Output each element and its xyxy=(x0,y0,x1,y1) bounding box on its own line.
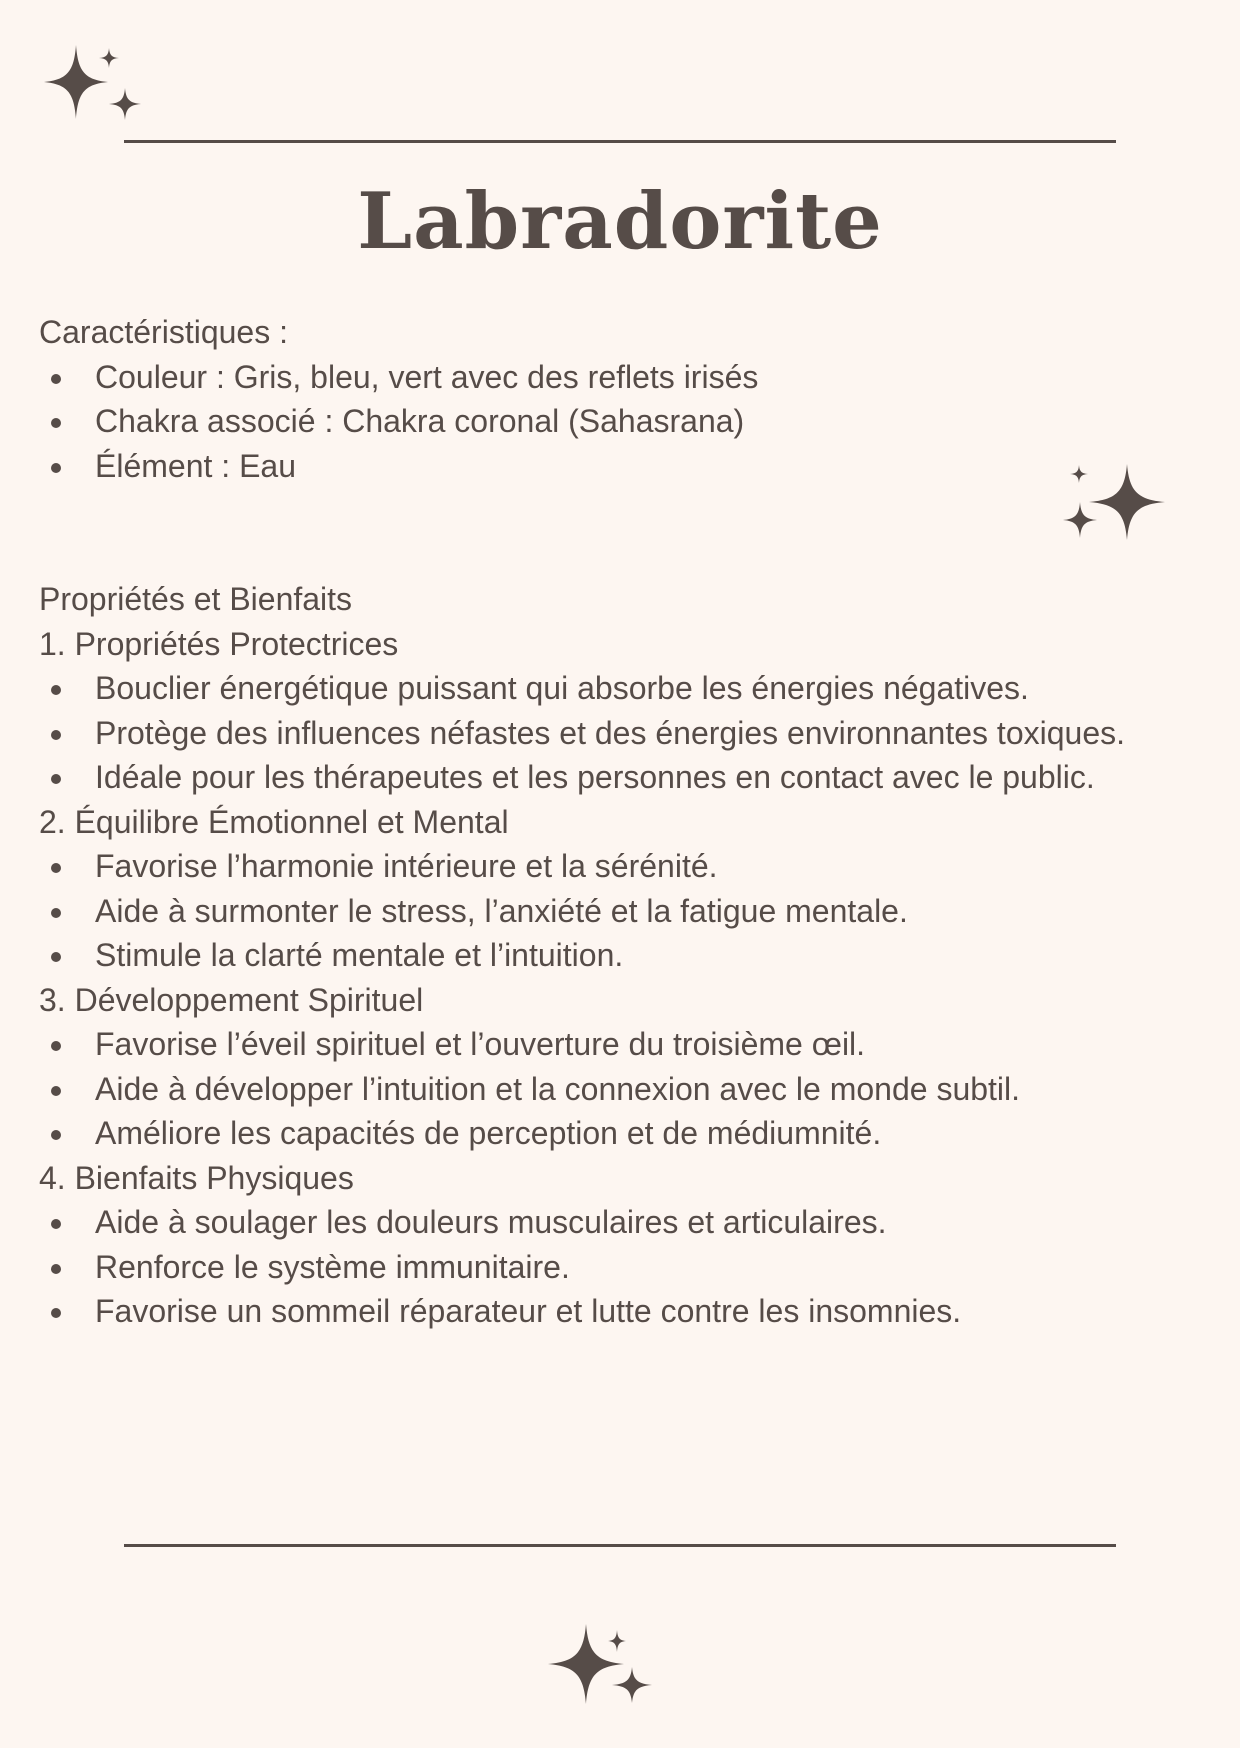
section-title: 2. Équilibre Émotionnel et Mental xyxy=(39,803,509,840)
sparkle-medium xyxy=(612,1667,652,1703)
bullet-icon xyxy=(51,908,61,918)
characteristics-heading: Caractéristiques : xyxy=(39,314,288,350)
list-item-text: Stimule la clarté mentale et l’intuition. xyxy=(95,937,624,973)
section-title: 3. Développement Spirituel xyxy=(39,981,424,1018)
section-list xyxy=(39,1022,1202,1156)
list-item-text: Renforce le système immunitaire. xyxy=(95,1248,570,1285)
list-item xyxy=(39,889,1202,934)
bullet-icon xyxy=(51,1264,61,1274)
list-item-text: Bouclier énergétique puissant qui absorbe les énergies négatives. xyxy=(95,670,1029,706)
list-item xyxy=(39,1200,1202,1245)
top-divider xyxy=(124,140,1116,143)
bullet-icon xyxy=(51,463,61,473)
sparkle-medium xyxy=(109,88,141,120)
properties-section xyxy=(39,577,1202,1334)
list-item xyxy=(39,444,1202,489)
list-item xyxy=(39,399,1202,444)
bullet-icon xyxy=(51,1308,61,1318)
section-list xyxy=(39,666,1202,800)
list-item-text: Aide à développer l’intuition et la connexion avec le monde subtil. xyxy=(95,1070,1021,1107)
list-item-text: Aide à soulager les douleurs musculaires et articulaires. xyxy=(95,1204,887,1240)
section-list xyxy=(39,844,1202,978)
document-body xyxy=(39,310,1202,1334)
list-item-text: Couleur : Gris, bleu, vert avec des reflets irisés xyxy=(95,358,759,395)
page-title: Labradorite xyxy=(357,176,883,267)
list-item xyxy=(39,666,1202,711)
list-item-text: Élément : Eau xyxy=(95,447,296,484)
list-item xyxy=(39,1245,1202,1290)
sparkle-small xyxy=(99,48,119,68)
section-title: 1. Propriétés Protectrices xyxy=(39,625,399,662)
section-spacer xyxy=(39,488,1202,577)
list-item-text: Favorise un sommeil réparateur et lutte contre les insomnies. xyxy=(95,1293,962,1329)
sparkles-icon-top-left xyxy=(36,44,146,126)
bullet-icon xyxy=(51,863,61,873)
list-item xyxy=(39,1067,1202,1112)
list-item xyxy=(39,755,1202,800)
list-item-text: Favorise l’éveil spirituel et l’ouverture du troisième œil. xyxy=(95,1026,866,1062)
list-item xyxy=(39,1111,1202,1156)
characteristics-list xyxy=(39,355,1202,489)
bullet-icon xyxy=(51,1041,61,1051)
bullet-icon xyxy=(51,1130,61,1140)
bullet-icon xyxy=(51,730,61,740)
bullet-icon xyxy=(51,1219,61,1229)
list-item xyxy=(39,1289,1202,1334)
bullet-icon xyxy=(51,952,61,962)
sparkle-large xyxy=(548,1624,624,1704)
bullet-icon xyxy=(51,685,61,695)
list-item-text: Protège des influences néfastes et des énergies environnantes toxiques. xyxy=(95,714,1125,751)
list-item-text: Aide à surmonter le stress, l’anxiété et la fatigue mentale. xyxy=(95,892,908,929)
list-item xyxy=(39,844,1202,889)
bottom-divider xyxy=(124,1544,1116,1547)
list-item-text: Idéale pour les thérapeutes et les personnes en contact avec le public. xyxy=(95,759,1095,795)
bullet-icon xyxy=(51,374,61,384)
list-item-text: Chakra associé : Chakra coronal (Sahasrana) xyxy=(95,403,745,439)
bullet-icon xyxy=(51,774,61,784)
characteristics-section xyxy=(39,310,1202,488)
bullet-icon xyxy=(51,1086,61,1096)
bullet-icon xyxy=(51,418,61,428)
list-item xyxy=(39,355,1202,400)
list-item-text: Améliore les capacités de perception et de médiumnité. xyxy=(95,1115,882,1151)
list-item-text: Favorise l’harmonie intérieure et la sérénité. xyxy=(95,848,718,884)
sparkles-icon-bottom xyxy=(548,1622,658,1708)
section-list xyxy=(39,1200,1202,1334)
list-item xyxy=(39,711,1202,756)
list-item xyxy=(39,933,1202,978)
sparkle-large xyxy=(44,45,108,119)
sparkle-small xyxy=(608,1630,626,1652)
list-item xyxy=(39,1022,1202,1067)
section-title: 4. Bienfaits Physiques xyxy=(39,1159,354,1196)
properties-heading: Propriétés et Bienfaits xyxy=(39,581,353,617)
